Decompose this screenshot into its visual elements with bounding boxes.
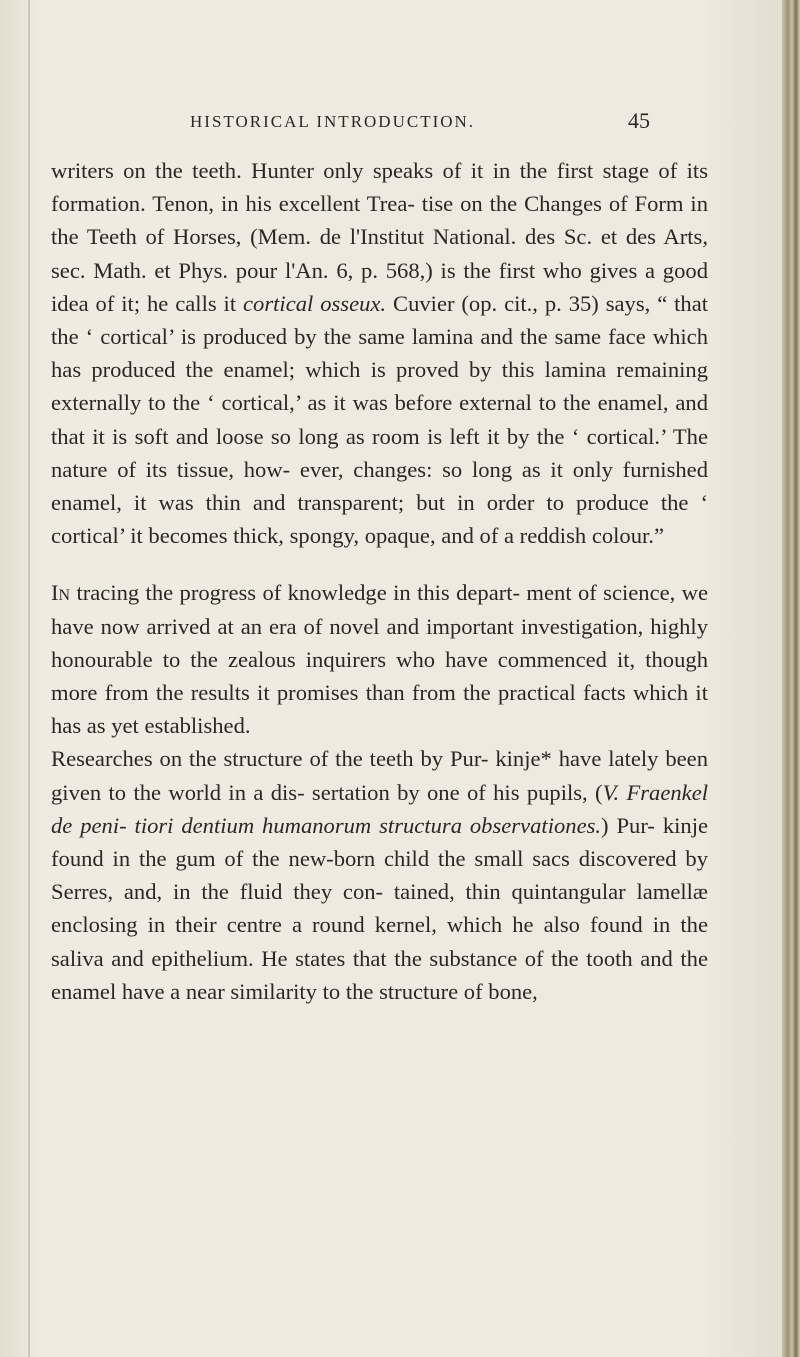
p3-italic-citation: V. Fraenkel de peni- tiori dentium humanorum structura observationes. — [51, 779, 709, 838]
running-title: HISTORICAL INTRODUCTION. — [190, 112, 476, 131]
page-number: 45 — [628, 108, 650, 133]
p2-dropword: In — [51, 580, 71, 606]
body-text — [51, 154, 708, 1008]
p1-italic-cortical-osseux: cortical osseux. — [243, 290, 387, 316]
p3-text-a: Researches on the structure of the teeth by Pur- kinje* have lately been given to the world in a dis- sertation by one of his pupils, ( — [51, 746, 708, 805]
paragraph-2 — [51, 576, 708, 742]
p3-text-b: ) Pur- kinje found in the gum of the new-born child the small sacs discovered by Serres, and, in the fluid they con- tained, thin quintangular lamellæ enclosing in their centre a round kernel, which he also found in the saliva and epithelium. He states that the substance of the tooth and the enamel have a near similarity to the structure of bone, — [51, 812, 708, 1004]
page-left-edge — [28, 0, 30, 1357]
paragraph-3 — [51, 742, 708, 1008]
p1-text-b: Cuvier (op. cit., p. 35) says, “ that the ‘ cortical’ is produced by the same lamina and the same face which has produced the enamel; which is proved by this lamina remaining externally to the ‘ cortical,’ as it was before external to the enamel, and that it is soft and loose so long as room is left it by the ‘ cortical.’ The nature of its tissue, how- ever, changes: so long as it only furnished enamel, it was thin and transparent; but in order to produce the ‘ cortical’ it becomes thick, spongy, opaque, and of a reddish colour.” — [51, 290, 709, 549]
p1-text-a: writers on the teeth. Hunter only speaks of it in the first stage of its formation. Tenon, in his excellent Trea- tise on the Changes of Form in the Teeth of Horses, (Mem. de l'Institut National. des Sc. et des Arts, sec. Math. et Phys. pour l'An. 6, p. 568,) is the first who gives a good idea of it; he calls it — [51, 158, 708, 316]
book-binding-edge — [782, 0, 800, 1357]
paragraph-1 — [51, 154, 708, 552]
p2-text: tracing the progress of knowledge in this depart- ment of science, we have now arrived at an era of novel and important investigation, highly honourable to the zealous inquirers who have commenced it, though more from the results it promises than from the practical facts which it has as yet established. — [51, 580, 708, 739]
